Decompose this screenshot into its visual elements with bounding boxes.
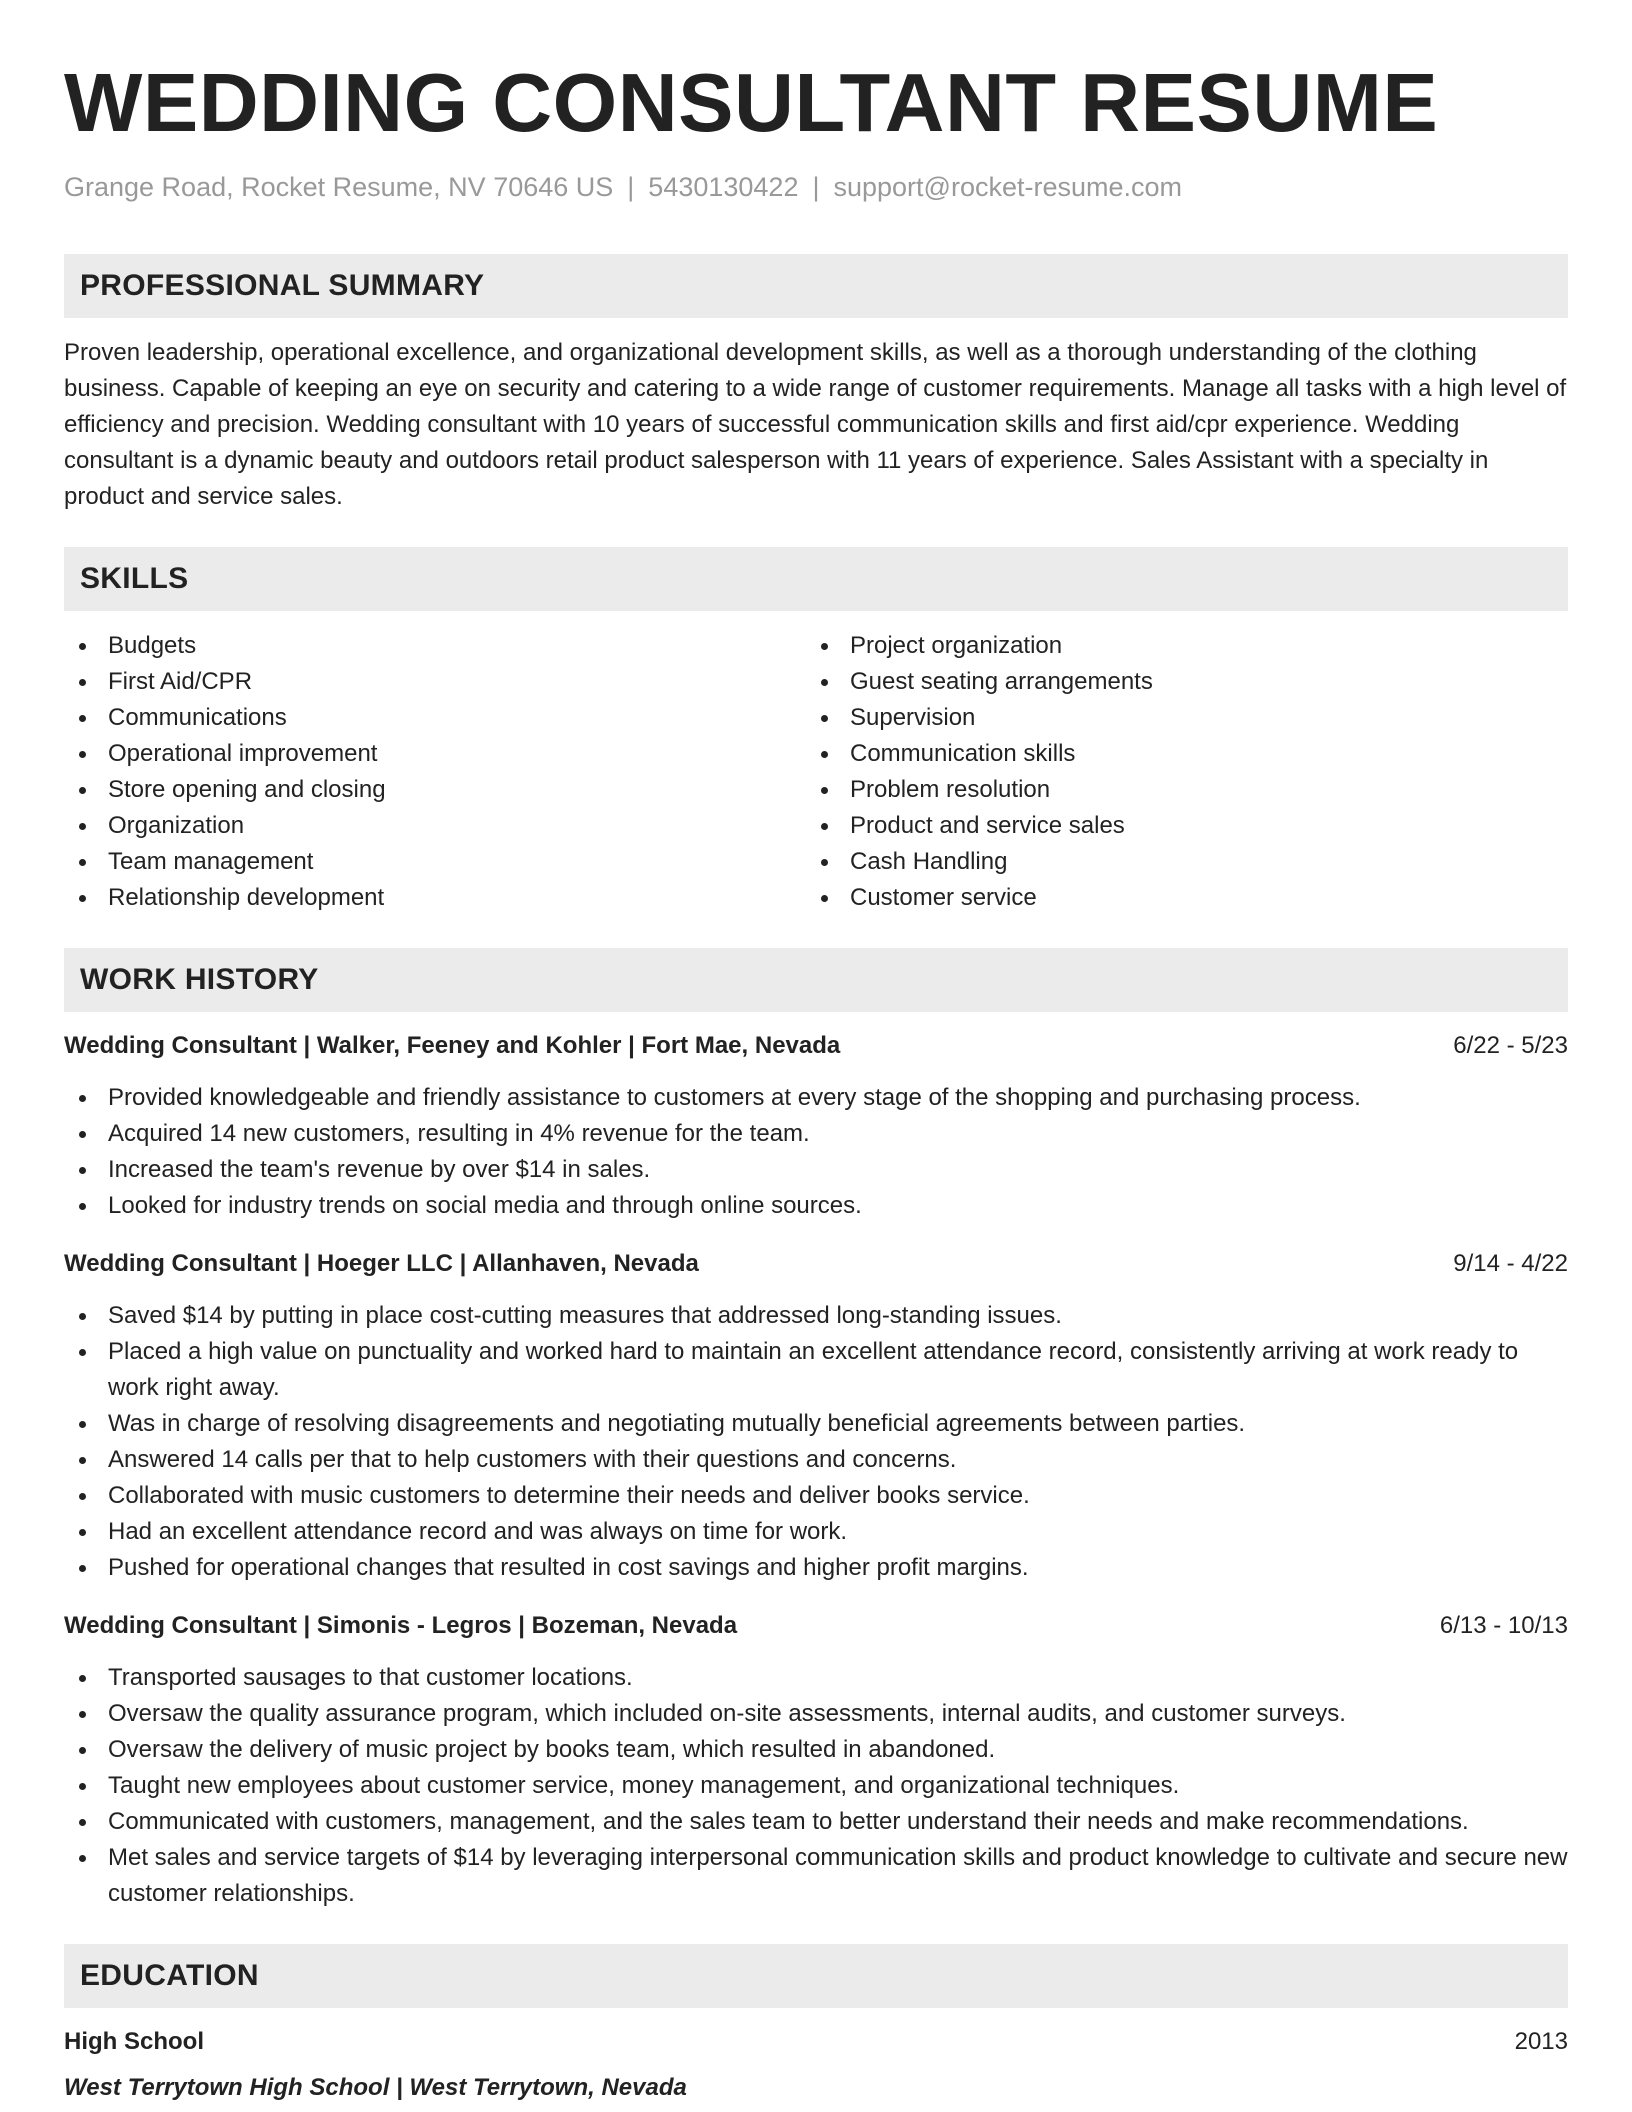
skills-column-right	[806, 628, 1548, 916]
contact-address: Grange Road, Rocket Resume, NV 70646 US	[64, 172, 614, 202]
job-entry	[64, 1246, 1568, 1586]
job-bullet: Pushed for operational changes that resulted in cost savings and higher profit margins.	[64, 1550, 1568, 1586]
skill-item: Customer service	[806, 880, 1548, 916]
job-bullet: Looked for industry trends on social media and through online sources.	[64, 1188, 1568, 1224]
job-bullet: Was in charge of resolving disagreements and negotiating mutually beneficial agreements between parties.	[64, 1406, 1568, 1442]
job-bullets	[64, 1660, 1568, 1912]
skills-grid	[64, 628, 1568, 916]
skill-item: Project organization	[806, 628, 1548, 664]
contact-phone[interactable]: 5430130422	[648, 172, 799, 202]
job-header	[64, 1608, 1568, 1644]
job-bullet: Increased the team's revenue by over $14 in sales.	[64, 1152, 1568, 1188]
job-header	[64, 1028, 1568, 1064]
job-entry	[64, 1028, 1568, 1224]
section-title: PROFESSIONAL SUMMARY	[80, 269, 485, 302]
job-bullet: Communicated with customers, management, and the sales team to better understand their needs and make recommendations.	[64, 1804, 1568, 1840]
skills-list	[64, 628, 806, 916]
skill-item: Product and service sales	[806, 808, 1548, 844]
job-bullet: Saved $14 by putting in place cost-cutting measures that addressed long-standing issues.	[64, 1298, 1568, 1334]
job-dates: 6/22 - 5/23	[1453, 1032, 1568, 1059]
contact-line	[64, 170, 1568, 204]
education-degree: High School	[64, 2028, 204, 2055]
section-header-summary	[64, 254, 1568, 318]
job-bullet: Transported sausages to that customer locations.	[64, 1660, 1568, 1696]
skill-item: Problem resolution	[806, 772, 1548, 808]
skill-item: Organization	[64, 808, 806, 844]
section-title: SKILLS	[80, 562, 189, 595]
summary-text: Proven leadership, operational excellence, and organizational development skills, as well as a thorough understanding of the clothing business. Capable of keeping an eye on security and catering to a wide range of customer requirements. Manage all tasks with a high level of efficiency and precision. Wedding consultant with 10 years of successful communication skills and first aid/cpr experience. Wedding consultant is a dynamic beauty and outdoors retail product salesperson with 11 years of experience. Sales Assistant with a specialty in product and service sales.	[64, 339, 1567, 510]
skills-column-left	[64, 628, 806, 916]
job-dates: 9/14 - 4/22	[1453, 1250, 1568, 1277]
job-title: Wedding Consultant | Walker, Feeney and Kohler | Fort Mae, Nevada	[64, 1032, 841, 1059]
skill-item: First Aid/CPR	[64, 664, 806, 700]
job-title: Wedding Consultant | Hoeger LLC | Allanhaven, Nevada	[64, 1250, 699, 1277]
resume-title: WEDDING CONSULTANT RESUME	[64, 56, 1439, 149]
skill-item: Supervision	[806, 700, 1548, 736]
skill-item: Communication skills	[806, 736, 1548, 772]
education-year: 2013	[1514, 2028, 1568, 2055]
section-title: WORK HISTORY	[80, 963, 319, 996]
skill-item: Team management	[64, 844, 806, 880]
section-header-skills	[64, 547, 1568, 611]
skill-item: Operational improvement	[64, 736, 806, 772]
job-title: Wedding Consultant | Simonis - Legros | Bozeman, Nevada	[64, 1612, 738, 1639]
skills-list	[806, 628, 1548, 916]
skill-item: Communications	[64, 700, 806, 736]
job-bullet: Placed a high value on punctuality and worked hard to maintain an excellent attendance record, consistently arriving at work ready to work right away.	[64, 1334, 1568, 1406]
job-bullet: Oversaw the delivery of music project by books team, which resulted in abandoned.	[64, 1732, 1568, 1768]
contact-separator: |	[627, 172, 635, 202]
job-bullet: Collaborated with music customers to determine their needs and deliver books service.	[64, 1478, 1568, 1514]
job-bullet: Had an excellent attendance record and was always on time for work.	[64, 1514, 1568, 1550]
job-bullet: Acquired 14 new customers, resulting in 4% revenue for the team.	[64, 1116, 1568, 1152]
section-title: EDUCATION	[80, 1959, 259, 1992]
skill-item: Relationship development	[64, 880, 806, 916]
skill-item: Cash Handling	[806, 844, 1548, 880]
job-bullets	[64, 1298, 1568, 1586]
job-header	[64, 1246, 1568, 1282]
job-bullets	[64, 1080, 1568, 1224]
skill-item: Budgets	[64, 628, 806, 664]
job-bullet: Answered 14 calls per that to help customers with their questions and concerns.	[64, 1442, 1568, 1478]
job-bullet: Provided knowledgeable and friendly assistance to customers at every stage of the shopping and purchasing process.	[64, 1080, 1568, 1116]
job-bullet: Taught new employees about customer service, money management, and organizational techniques.	[64, 1768, 1568, 1804]
job-entry	[64, 1608, 1568, 1912]
contact-separator: |	[812, 172, 820, 202]
job-bullet: Oversaw the quality assurance program, which included on-site assessments, internal audits, and customer surveys.	[64, 1696, 1568, 1732]
skill-item: Store opening and closing	[64, 772, 806, 808]
contact-email[interactable]: support@rocket-resume.com	[833, 172, 1183, 202]
skill-item: Guest seating arrangements	[806, 664, 1548, 700]
section-header-education	[64, 1944, 1568, 2008]
education-school: West Terrytown High School | West Terrytown, Nevada	[64, 2074, 687, 2101]
section-header-work-history	[64, 948, 1568, 1012]
job-bullet: Met sales and service targets of $14 by leveraging interpersonal communication skills and product knowledge to cultivate and secure new customer relationships.	[64, 1840, 1568, 1912]
education-header	[64, 2024, 1568, 2060]
job-dates: 6/13 - 10/13	[1439, 1612, 1568, 1639]
